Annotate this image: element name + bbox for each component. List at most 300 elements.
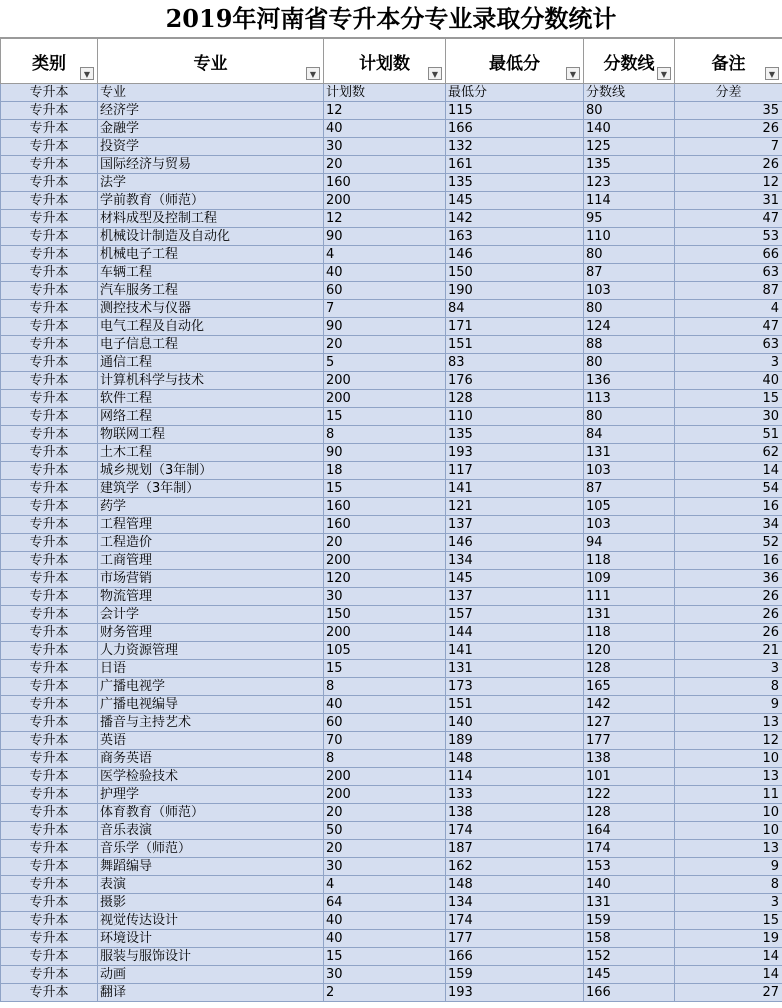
cell[interactable]: 118 [584,552,675,570]
cell[interactable]: 专升本 [1,822,98,840]
cell[interactable]: 118 [584,624,675,642]
cell[interactable]: 机械电子工程 [98,246,324,264]
cell[interactable]: 111 [584,588,675,606]
cell[interactable]: 21 [675,642,782,660]
cell[interactable]: 土木工程 [98,444,324,462]
cell[interactable]: 26 [675,588,782,606]
cell[interactable]: 专升本 [1,552,98,570]
cell[interactable]: 专升本 [1,84,98,102]
cell[interactable]: 120 [584,642,675,660]
cell[interactable]: 专升本 [1,174,98,192]
cell[interactable]: 体育教育（师范） [98,804,324,822]
cell[interactable]: 26 [675,120,782,138]
cell[interactable]: 14 [675,966,782,984]
cell[interactable]: 8 [675,876,782,894]
cell[interactable]: 51 [675,426,782,444]
cell[interactable]: 103 [584,462,675,480]
cell[interactable]: 148 [446,750,584,768]
cell[interactable]: 30 [324,858,446,876]
cell[interactable]: 专升本 [1,588,98,606]
cell[interactable]: 63 [675,264,782,282]
cell[interactable]: 141 [446,642,584,660]
cell[interactable]: 12 [324,210,446,228]
cell[interactable]: 摄影 [98,894,324,912]
cell[interactable]: 15 [324,480,446,498]
cell[interactable]: 131 [584,444,675,462]
cell[interactable]: 34 [675,516,782,534]
cell[interactable]: 131 [446,660,584,678]
cell[interactable]: 20 [324,840,446,858]
cell[interactable]: 14 [675,948,782,966]
cell[interactable]: 88 [584,336,675,354]
cell[interactable]: 专升本 [1,570,98,588]
cell[interactable]: 90 [324,318,446,336]
cell[interactable]: 193 [446,984,584,1002]
cell[interactable]: 128 [446,390,584,408]
cell[interactable]: 30 [324,588,446,606]
cell[interactable]: 31 [675,192,782,210]
cell[interactable]: 164 [584,822,675,840]
filter-dropdown-icon[interactable]: ▼ [428,67,442,80]
cell[interactable]: 工商管理 [98,552,324,570]
cell[interactable]: 专升本 [1,228,98,246]
cell[interactable]: 190 [446,282,584,300]
cell[interactable]: 47 [675,318,782,336]
cell[interactable]: 专升本 [1,192,98,210]
cell[interactable]: 159 [584,912,675,930]
cell[interactable]: 63 [675,336,782,354]
cell[interactable]: 专升本 [1,210,98,228]
cell[interactable]: 161 [446,156,584,174]
cell[interactable]: 140 [446,714,584,732]
cell[interactable]: 10 [675,804,782,822]
cell[interactable]: 专升本 [1,372,98,390]
cell[interactable]: 166 [446,120,584,138]
cell[interactable]: 专升本 [1,300,98,318]
cell[interactable]: 30 [324,138,446,156]
cell[interactable]: 18 [324,462,446,480]
cell[interactable]: 机械设计制造及自动化 [98,228,324,246]
cell[interactable]: 专升本 [1,444,98,462]
cell[interactable]: 120 [324,570,446,588]
cell[interactable]: 11 [675,786,782,804]
cell[interactable]: 200 [324,786,446,804]
cell[interactable]: 材料成型及控制工程 [98,210,324,228]
cell[interactable]: 医学检验技术 [98,768,324,786]
cell[interactable]: 3 [675,660,782,678]
cell[interactable]: 8 [324,750,446,768]
filter-dropdown-icon[interactable]: ▼ [765,67,779,80]
cell[interactable]: 测控技术与仪器 [98,300,324,318]
cell[interactable]: 12 [675,732,782,750]
cell[interactable]: 200 [324,624,446,642]
cell[interactable]: 专升本 [1,336,98,354]
cell[interactable]: 10 [675,750,782,768]
cell[interactable]: 投资学 [98,138,324,156]
cell[interactable]: 137 [446,588,584,606]
cell[interactable]: 网络工程 [98,408,324,426]
cell[interactable]: 200 [324,768,446,786]
cell[interactable]: 146 [446,246,584,264]
cell[interactable]: 53 [675,228,782,246]
filter-dropdown-icon[interactable]: ▼ [657,67,671,80]
cell[interactable]: 144 [446,624,584,642]
cell[interactable]: 国际经济与贸易 [98,156,324,174]
filter-dropdown-icon[interactable]: ▼ [80,67,94,80]
cell[interactable]: 80 [584,408,675,426]
cell[interactable]: 174 [446,822,584,840]
cell[interactable]: 40 [324,264,446,282]
cell[interactable]: 护理学 [98,786,324,804]
cell[interactable]: 152 [584,948,675,966]
cell[interactable]: 125 [584,138,675,156]
cell[interactable]: 95 [584,210,675,228]
cell[interactable]: 财务管理 [98,624,324,642]
cell[interactable]: 36 [675,570,782,588]
cell[interactable]: 177 [446,930,584,948]
cell[interactable]: 经济学 [98,102,324,120]
cell[interactable]: 174 [446,912,584,930]
cell[interactable]: 40 [324,696,446,714]
cell[interactable]: 40 [324,912,446,930]
cell[interactable]: 174 [584,840,675,858]
cell[interactable]: 专升本 [1,102,98,120]
cell[interactable]: 专升本 [1,156,98,174]
cell[interactable]: 20 [324,534,446,552]
cell[interactable]: 专业 [98,84,324,102]
cell[interactable]: 专升本 [1,462,98,480]
cell[interactable]: 服装与服饰设计 [98,948,324,966]
cell[interactable]: 工程管理 [98,516,324,534]
cell[interactable]: 专升本 [1,516,98,534]
cell[interactable]: 103 [584,516,675,534]
cell[interactable]: 15 [324,660,446,678]
cell[interactable]: 83 [446,354,584,372]
cell[interactable]: 142 [446,210,584,228]
cell[interactable]: 金融学 [98,120,324,138]
cell[interactable]: 40 [324,120,446,138]
cell[interactable]: 专升本 [1,426,98,444]
cell[interactable]: 115 [446,102,584,120]
cell[interactable]: 16 [675,552,782,570]
cell[interactable]: 8 [324,426,446,444]
cell[interactable]: 专升本 [1,138,98,156]
cell[interactable]: 分数线 [584,84,675,102]
cell[interactable]: 131 [584,606,675,624]
cell[interactable]: 52 [675,534,782,552]
cell[interactable]: 音乐学（师范） [98,840,324,858]
cell[interactable]: 专升本 [1,786,98,804]
cell[interactable]: 177 [584,732,675,750]
cell[interactable]: 专升本 [1,498,98,516]
cell[interactable]: 30 [324,966,446,984]
cell[interactable]: 16 [675,498,782,516]
cell[interactable]: 150 [324,606,446,624]
cell[interactable]: 8 [324,678,446,696]
cell[interactable]: 165 [584,678,675,696]
cell[interactable]: 124 [584,318,675,336]
cell[interactable]: 80 [584,246,675,264]
cell[interactable]: 200 [324,552,446,570]
cell[interactable]: 9 [675,696,782,714]
cell[interactable]: 80 [584,300,675,318]
cell[interactable]: 专升本 [1,858,98,876]
cell[interactable]: 135 [446,426,584,444]
cell[interactable]: 物联网工程 [98,426,324,444]
cell[interactable]: 171 [446,318,584,336]
cell[interactable]: 8 [675,678,782,696]
cell[interactable]: 专升本 [1,912,98,930]
cell[interactable]: 80 [584,354,675,372]
cell[interactable]: 173 [446,678,584,696]
cell[interactable]: 日语 [98,660,324,678]
cell[interactable]: 87 [675,282,782,300]
cell[interactable]: 工程造价 [98,534,324,552]
cell[interactable]: 15 [675,912,782,930]
cell[interactable]: 60 [324,282,446,300]
cell[interactable]: 64 [324,894,446,912]
cell[interactable]: 4 [324,246,446,264]
cell[interactable]: 200 [324,372,446,390]
cell[interactable]: 12 [675,174,782,192]
cell[interactable]: 87 [584,480,675,498]
cell[interactable]: 145 [446,192,584,210]
cell[interactable]: 专升本 [1,282,98,300]
cell[interactable]: 专升本 [1,534,98,552]
cell[interactable]: 176 [446,372,584,390]
cell[interactable]: 30 [675,408,782,426]
cell[interactable]: 车辆工程 [98,264,324,282]
cell[interactable]: 166 [446,948,584,966]
cell[interactable]: 117 [446,462,584,480]
cell[interactable]: 146 [446,534,584,552]
cell[interactable]: 视觉传达设计 [98,912,324,930]
cell[interactable]: 专升本 [1,840,98,858]
cell[interactable]: 专升本 [1,606,98,624]
cell[interactable]: 专升本 [1,948,98,966]
cell[interactable]: 专升本 [1,804,98,822]
cell[interactable]: 70 [324,732,446,750]
cell[interactable]: 140 [584,876,675,894]
cell[interactable]: 121 [446,498,584,516]
cell[interactable]: 4 [324,876,446,894]
cell[interactable]: 131 [584,894,675,912]
cell[interactable]: 135 [584,156,675,174]
cell[interactable]: 200 [324,390,446,408]
cell[interactable]: 114 [584,192,675,210]
cell[interactable]: 113 [584,390,675,408]
cell[interactable]: 132 [446,138,584,156]
cell[interactable]: 158 [584,930,675,948]
cell[interactable]: 城乡规划（3年制） [98,462,324,480]
cell[interactable]: 法学 [98,174,324,192]
cell[interactable]: 专升本 [1,660,98,678]
cell[interactable]: 市场营销 [98,570,324,588]
cell[interactable]: 87 [584,264,675,282]
cell[interactable]: 专升本 [1,624,98,642]
cell[interactable]: 建筑学（3年制） [98,480,324,498]
cell[interactable]: 通信工程 [98,354,324,372]
cell[interactable]: 135 [446,174,584,192]
cell[interactable]: 13 [675,768,782,786]
cell[interactable]: 15 [675,390,782,408]
cell[interactable]: 4 [675,300,782,318]
cell[interactable]: 专升本 [1,354,98,372]
cell[interactable]: 150 [446,264,584,282]
cell[interactable]: 计划数 [324,84,446,102]
cell[interactable]: 200 [324,192,446,210]
cell[interactable]: 7 [675,138,782,156]
cell[interactable]: 159 [446,966,584,984]
cell[interactable]: 110 [584,228,675,246]
cell[interactable]: 商务英语 [98,750,324,768]
cell[interactable]: 10 [675,822,782,840]
cell[interactable]: 80 [584,102,675,120]
cell[interactable]: 专升本 [1,930,98,948]
cell[interactable]: 专升本 [1,642,98,660]
cell[interactable]: 专升本 [1,246,98,264]
cell[interactable]: 计算机科学与技术 [98,372,324,390]
cell[interactable]: 140 [584,120,675,138]
cell[interactable]: 47 [675,210,782,228]
cell[interactable]: 专升本 [1,966,98,984]
cell[interactable]: 音乐表演 [98,822,324,840]
cell[interactable]: 109 [584,570,675,588]
cell[interactable]: 广播电视学 [98,678,324,696]
cell[interactable]: 84 [584,426,675,444]
cell[interactable]: 189 [446,732,584,750]
cell[interactable]: 13 [675,840,782,858]
cell[interactable]: 环境设计 [98,930,324,948]
cell[interactable]: 27 [675,984,782,1002]
cell[interactable]: 物流管理 [98,588,324,606]
cell[interactable]: 103 [584,282,675,300]
cell[interactable]: 15 [324,948,446,966]
cell[interactable]: 专升本 [1,678,98,696]
cell[interactable]: 专升本 [1,696,98,714]
cell[interactable]: 40 [675,372,782,390]
cell[interactable]: 3 [675,354,782,372]
cell[interactable]: 会计学 [98,606,324,624]
cell[interactable]: 35 [675,102,782,120]
cell[interactable]: 专升本 [1,768,98,786]
cell[interactable]: 127 [584,714,675,732]
cell[interactable]: 专升本 [1,876,98,894]
cell[interactable]: 9 [675,858,782,876]
cell[interactable]: 最低分 [446,84,584,102]
cell[interactable]: 学前教育（师范） [98,192,324,210]
cell[interactable]: 26 [675,156,782,174]
cell[interactable]: 90 [324,228,446,246]
cell[interactable]: 分差 [675,84,782,102]
filter-dropdown-icon[interactable]: ▼ [306,67,320,80]
cell[interactable]: 专升本 [1,750,98,768]
cell[interactable]: 60 [324,714,446,732]
cell[interactable]: 110 [446,408,584,426]
cell[interactable]: 动画 [98,966,324,984]
cell[interactable]: 19 [675,930,782,948]
cell[interactable]: 20 [324,336,446,354]
cell[interactable]: 专升本 [1,480,98,498]
cell[interactable]: 105 [324,642,446,660]
cell[interactable]: 人力资源管理 [98,642,324,660]
cell[interactable]: 50 [324,822,446,840]
cell[interactable]: 20 [324,804,446,822]
cell[interactable]: 122 [584,786,675,804]
cell[interactable]: 5 [324,354,446,372]
cell[interactable]: 84 [446,300,584,318]
cell[interactable]: 193 [446,444,584,462]
filter-dropdown-icon[interactable]: ▼ [566,67,580,80]
cell[interactable]: 94 [584,534,675,552]
cell[interactable]: 15 [324,408,446,426]
cell[interactable]: 66 [675,246,782,264]
cell[interactable]: 62 [675,444,782,462]
cell[interactable]: 138 [584,750,675,768]
cell[interactable]: 136 [584,372,675,390]
cell[interactable]: 翻译 [98,984,324,1002]
cell[interactable]: 145 [446,570,584,588]
cell[interactable]: 13 [675,714,782,732]
cell[interactable]: 电子信息工程 [98,336,324,354]
cell[interactable]: 专升本 [1,120,98,138]
cell[interactable]: 专升本 [1,318,98,336]
cell[interactable]: 广播电视编导 [98,696,324,714]
cell[interactable]: 播音与主持艺术 [98,714,324,732]
cell[interactable]: 163 [446,228,584,246]
cell[interactable]: 128 [584,660,675,678]
cell[interactable]: 20 [324,156,446,174]
cell[interactable]: 138 [446,804,584,822]
cell[interactable]: 专升本 [1,732,98,750]
cell[interactable]: 153 [584,858,675,876]
cell[interactable]: 160 [324,498,446,516]
cell[interactable]: 166 [584,984,675,1002]
cell[interactable]: 133 [446,786,584,804]
cell[interactable]: 3 [675,894,782,912]
cell[interactable]: 160 [324,174,446,192]
cell[interactable]: 134 [446,552,584,570]
cell[interactable]: 2 [324,984,446,1002]
cell[interactable]: 表演 [98,876,324,894]
cell[interactable]: 145 [584,966,675,984]
cell[interactable]: 160 [324,516,446,534]
cell[interactable]: 148 [446,876,584,894]
cell[interactable]: 药学 [98,498,324,516]
cell[interactable]: 54 [675,480,782,498]
cell[interactable]: 电气工程及自动化 [98,318,324,336]
cell[interactable]: 101 [584,768,675,786]
cell[interactable]: 128 [584,804,675,822]
cell[interactable]: 114 [446,768,584,786]
cell[interactable]: 157 [446,606,584,624]
cell[interactable]: 舞蹈编导 [98,858,324,876]
cell[interactable]: 专升本 [1,264,98,282]
cell[interactable]: 90 [324,444,446,462]
cell[interactable]: 专升本 [1,984,98,1002]
cell[interactable]: 26 [675,606,782,624]
cell[interactable]: 专升本 [1,714,98,732]
cell[interactable]: 151 [446,336,584,354]
cell[interactable]: 汽车服务工程 [98,282,324,300]
cell[interactable]: 英语 [98,732,324,750]
cell[interactable]: 105 [584,498,675,516]
cell[interactable]: 134 [446,894,584,912]
cell[interactable]: 141 [446,480,584,498]
cell[interactable]: 7 [324,300,446,318]
cell[interactable]: 162 [446,858,584,876]
cell[interactable]: 专升本 [1,894,98,912]
